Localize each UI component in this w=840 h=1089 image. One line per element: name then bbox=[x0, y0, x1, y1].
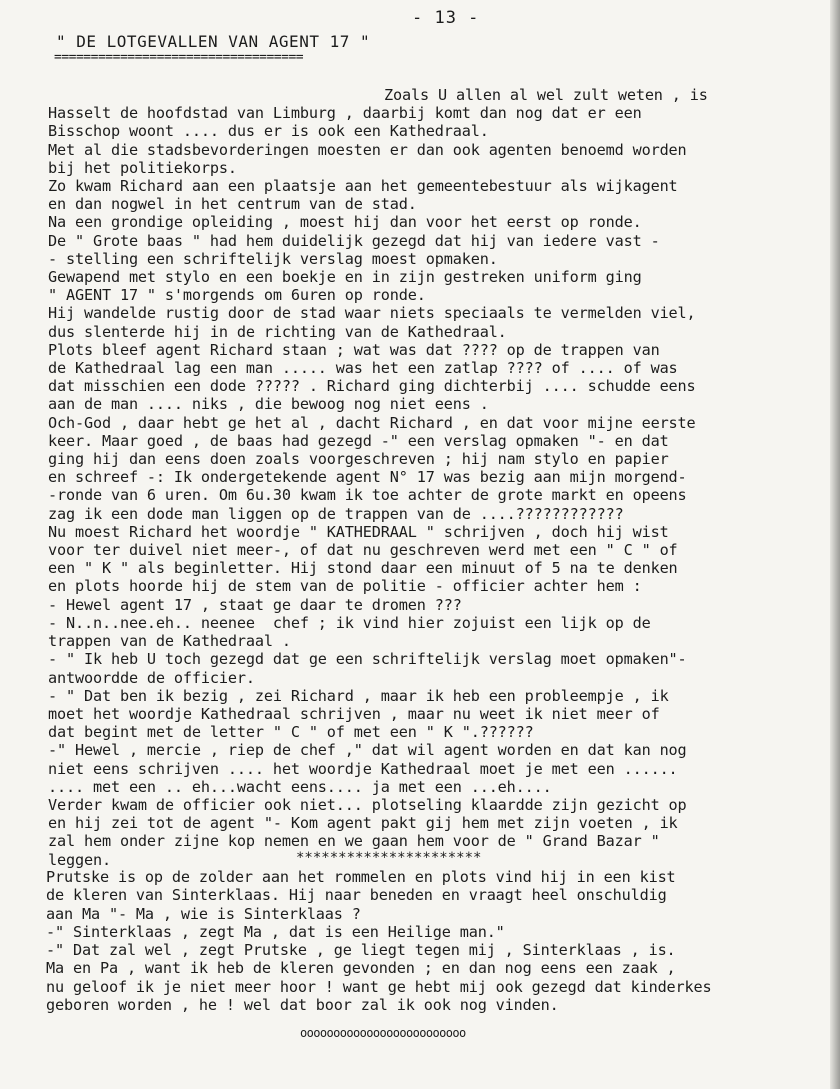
story-line: Plots bleef agent Richard staan ; wat was dat ???? op de trappen van bbox=[48, 340, 660, 359]
story-line: leggen. bbox=[48, 850, 111, 869]
story-line: Na een grondige opleiding , moest hij dan voor het eerst op ronde. bbox=[48, 213, 642, 232]
story-line: De " Grote baas " had hem duidelijk gezegd dat hij van iedere vast - bbox=[48, 231, 660, 250]
story-line: Verder kwam de officier ook niet... plotseling klaardde zijn gezicht op bbox=[48, 795, 687, 814]
anecdote-line: Ma en Pa , want ik heb de kleren gevonden ; en dan nog eens een zaak , bbox=[46, 959, 676, 978]
story-line: en schreef -: Ik ondergetekende agent N° 17 was bezig aan mijn morgend- bbox=[48, 468, 687, 487]
story-line: -ronde van 6 uren. Om 6u.30 kwam ik toe achter de grote markt en opeens bbox=[48, 486, 687, 505]
story-line: " AGENT 17 " s'morgends om 6uren op ronde. bbox=[48, 286, 426, 305]
anecdote-line: geboren worden , he ! wel dat boor zal ik ook nog vinden. bbox=[46, 996, 559, 1015]
section-separator-stars: ********************** bbox=[296, 850, 482, 866]
story-line: de Kathedraal lag een man ..... was het een zatlap ???? of .... of was bbox=[48, 359, 678, 378]
story-line: aan de man .... niks , die bewoog nog niet eens . bbox=[48, 395, 489, 414]
story-body bbox=[48, 86, 838, 869]
story-line: .... met een .. eh...wacht eens.... ja met een ...eh.... bbox=[48, 777, 552, 796]
story-line: Hasselt de hoofdstad van Limburg , daarbij komt dan nog dat er een bbox=[48, 104, 642, 123]
story-line: en dan nogwel in het centrum van de stad. bbox=[48, 195, 417, 214]
story-line: keer. Maar goed , de baas had gezegd -" een verslag opmaken "- en dat bbox=[48, 431, 669, 450]
story-title: " DE LOTGEVALLEN VAN AGENT 17 " bbox=[56, 32, 371, 51]
story-line: dus slenterde hij in de richting van de Kathedraal. bbox=[48, 322, 507, 341]
story-line: Met al die stadsbevorderingen moesten er dan ook agenten benoemd worden bbox=[48, 140, 687, 159]
story-line: dat misschien een dode ????? . Richard ging dichterbij .... schudde eens bbox=[48, 377, 696, 396]
title-underline: ================================== bbox=[54, 50, 304, 65]
story-line: Bisschop woont .... dus er is ook een Kathedraal. bbox=[48, 122, 489, 141]
anecdote-line: aan Ma "- Ma , wie is Sinterklaas ? bbox=[46, 904, 361, 923]
story-line: moet het woordje Kathedraal schrijven , maar nu weet ik niet meer of bbox=[48, 704, 660, 723]
story-line: en plots hoorde hij de stem van de politie - officier achter hem : bbox=[48, 577, 642, 596]
story-line: - N..n..nee.eh.. neenee chef ; ik vind hier zojuist een lijk op de bbox=[48, 613, 651, 632]
story-line: - " Ik heb U toch gezegd dat ge een schriftelijk verslag moet opmaken"- bbox=[48, 650, 687, 669]
story-line: Gewapend met stylo en een boekje en in zijn gestreken uniform ging bbox=[48, 268, 642, 287]
story-line: en hij zei tot de agent "- Kom agent pakt gij hem met zijn voeten , ik bbox=[48, 814, 678, 833]
story-line: zag ik een dode man liggen op de trappen van de ....???????????? bbox=[48, 504, 624, 523]
story-line: Och-God , daar hebt ge het al , dacht Richard , en dat voor mijne eerste bbox=[48, 413, 696, 432]
story-line: Hij wandelde rustig door de stad waar niets speciaals te vermelden viel, bbox=[48, 304, 696, 323]
story-line: - " Dat ben ik bezig , zei Richard , maar ik heb een probleempje , ik bbox=[48, 686, 669, 705]
anecdote-line: de kleren van Sinterklaas. Hij naar beneden en vraagt heel onschuldig bbox=[46, 886, 667, 905]
story-line: voor ter duivel niet meer-, of dat nu geschreven werd met een " C " of bbox=[48, 541, 678, 560]
story-line: - Hewel agent 17 , staat ge daar te dromen ??? bbox=[48, 595, 462, 614]
story-line: - stelling een schriftelijk verslag moest opmaken. bbox=[48, 249, 498, 268]
story-line: -" Hewel , mercie , riep de chef ," dat wil agent worden en dat kan nog bbox=[48, 741, 687, 760]
story-line: dat begint met de letter " C " of met een " K ".?????? bbox=[48, 723, 534, 742]
story-line: Zo kwam Richard aan een plaatsje aan het gemeentebestuur als wijkagent bbox=[48, 177, 678, 196]
story-line: antwoordde de officier. bbox=[48, 668, 255, 687]
anecdote-line: nu geloof ik je niet meer hoor ! want ge hebt mij ook gezegd dat kinderkes bbox=[46, 977, 712, 996]
page-number: - 13 - bbox=[412, 8, 480, 28]
story-line: zal hem onder zijne kop nemen en we gaan hem voor de " Grand Bazar " bbox=[48, 832, 660, 851]
story-line: bij het politiekorps. bbox=[48, 158, 237, 177]
story-line: niet eens schrijven .... het woordje Kathedraal moet je met een ...... bbox=[48, 759, 678, 778]
anecdote-line: -" Dat zal wel , zegt Prutske , ge liegt tegen mij , Sinterklaas , is. bbox=[46, 941, 676, 960]
story-line: Nu moest Richard het woordje " KATHEDRAAL " schrijven , doch hij wist bbox=[48, 522, 669, 541]
section-separator-circles: ooooooooooooooooooooooooo bbox=[300, 1026, 466, 1040]
anecdote-line: -" Sinterklaas , zegt Ma , dat is een Heilige man." bbox=[46, 922, 505, 941]
anecdote-body bbox=[46, 868, 840, 1014]
anecdote-line: Prutske is op de zolder aan het rommelen en plots vind hij in een kist bbox=[46, 868, 676, 886]
story-line: Zoals U allen al wel zult weten , is bbox=[384, 86, 708, 104]
story-line: ging hij dan eens doen zoals voorgeschreven ; hij nam stylo en papier bbox=[48, 450, 669, 469]
story-line: trappen van de Kathedraal . bbox=[48, 632, 291, 651]
story-line: een " K " als beginletter. Hij stond daar een minuut of 5 na te denken bbox=[48, 559, 678, 578]
